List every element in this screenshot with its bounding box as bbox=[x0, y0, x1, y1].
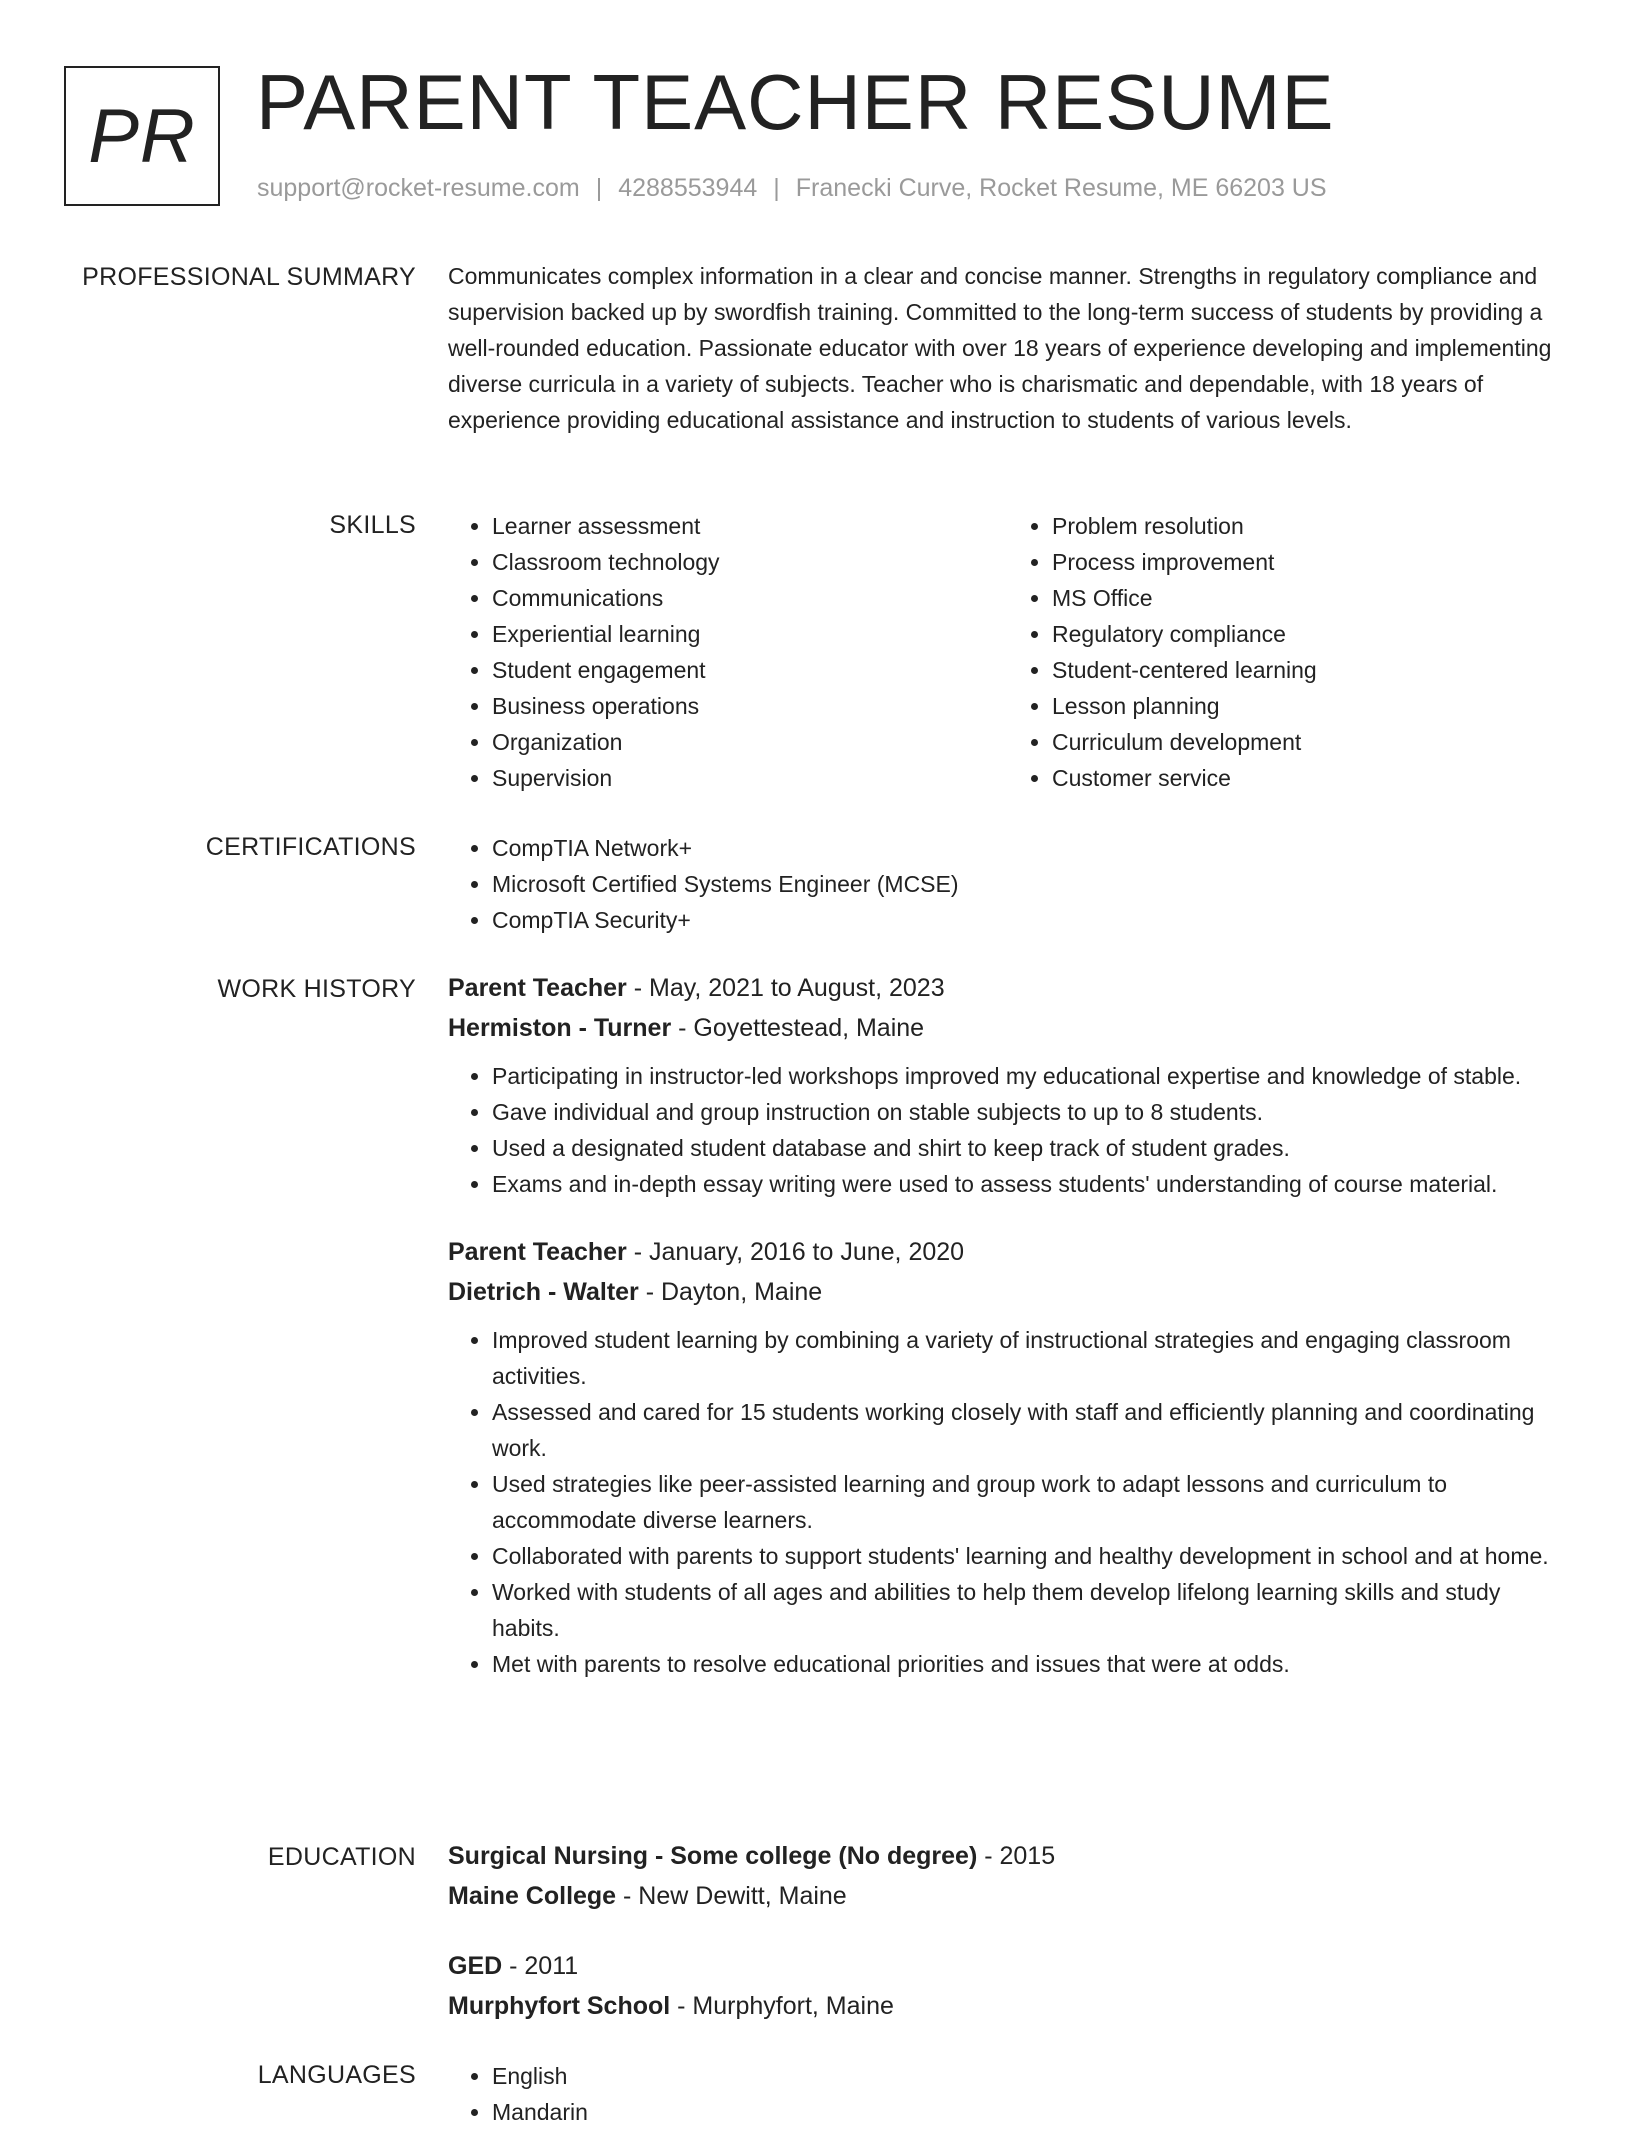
skill-item: • Customer service bbox=[1052, 760, 1568, 796]
job-company-line bbox=[448, 1008, 1568, 1048]
certifications-content bbox=[448, 830, 1568, 938]
summary-text: Communicates complex information in a clear and concise manner. Strengths in regulatory compliance and supervision backed up by swordfish training. Committed to the long-term success of students by providing a well-rounded education. Passionate educator with over 18 years of experience developing and implementing diverse curricula in a variety of subjects. Teacher who is charismatic and dependable, with 18 years of experience providing educational assistance and instruction to students of various levels. bbox=[448, 263, 1552, 433]
job-bullet: • Improved student learning by combining a variety of instructional strategies and engaging classroom activities. bbox=[492, 1322, 1568, 1394]
section-label-summary: PROFESSIONAL SUMMARY bbox=[82, 263, 416, 291]
job-dates: - May, 2021 to August, 2023 bbox=[626, 974, 945, 1002]
education-entry bbox=[448, 1946, 1568, 2026]
job-bullet: • Exams and in-depth essay writing were used to assess students' understanding of course material. bbox=[492, 1166, 1568, 1202]
education-school-line bbox=[448, 1986, 1568, 2026]
job-bullet: • Gave individual and group instruction on stable subjects to up to 8 students. bbox=[492, 1094, 1568, 1130]
job-dates: - January, 2016 to June, 2020 bbox=[626, 1238, 965, 1266]
education-degree: GED bbox=[448, 1952, 503, 1980]
languages-list bbox=[448, 2058, 1568, 2130]
job-bullet: • Worked with students of all ages and abilities to help them develop lifelong learning skills and study habits. bbox=[492, 1574, 1568, 1646]
section-label-certifications: CERTIFICATIONS bbox=[205, 833, 416, 861]
section-label-skills: SKILLS bbox=[329, 511, 416, 539]
skill-item: • Student engagement bbox=[492, 652, 1008, 688]
job-bullets bbox=[448, 1322, 1568, 1682]
skill-item: • Process improvement bbox=[1052, 544, 1568, 580]
job-location: - Dayton, Maine bbox=[638, 1278, 823, 1306]
education-year: - 2011 bbox=[502, 1952, 579, 1980]
certification-item: • Microsoft Certified Systems Engineer (MCSE) bbox=[492, 866, 1568, 902]
education-school: Maine College bbox=[448, 1882, 617, 1910]
education-degree-line bbox=[448, 1836, 1568, 1876]
skill-item: • Communications bbox=[492, 580, 1008, 616]
education-school: Murphyfort School bbox=[448, 1992, 671, 2020]
skills-list-right bbox=[1008, 508, 1568, 796]
education-entry bbox=[448, 1836, 1568, 1916]
job-bullet: • Participating in instructor-led workshops improved my educational expertise and knowledge of stable. bbox=[492, 1058, 1568, 1094]
section-label-work-history: WORK HISTORY bbox=[217, 975, 416, 1003]
skill-item: • Supervision bbox=[492, 760, 1008, 796]
education-year: - 2015 bbox=[977, 1842, 1056, 1870]
skill-item: • Organization bbox=[492, 724, 1008, 760]
job-bullet: • Met with parents to resolve educational priorities and issues that were at odds. bbox=[492, 1646, 1568, 1682]
job-title-line bbox=[448, 1232, 1568, 1272]
skill-item: • Regulatory compliance bbox=[1052, 616, 1568, 652]
education-degree-line bbox=[448, 1946, 1568, 1986]
skill-item: • Lesson planning bbox=[1052, 688, 1568, 724]
skill-item: • Experiential learning bbox=[492, 616, 1008, 652]
skill-item: • Curriculum development bbox=[1052, 724, 1568, 760]
language-item: • Mandarin bbox=[492, 2094, 1568, 2130]
contact-phone: 4288553944 bbox=[618, 174, 758, 202]
job-title: Parent Teacher bbox=[448, 1238, 627, 1266]
skill-item: • MS Office bbox=[1052, 580, 1568, 616]
skills-list-left bbox=[448, 508, 1008, 796]
resume-title: PARENT TEACHER RESUME bbox=[256, 58, 1335, 146]
skill-item: • Classroom technology bbox=[492, 544, 1008, 580]
job-title: Parent Teacher bbox=[448, 974, 627, 1002]
job-entry bbox=[448, 1232, 1568, 1682]
job-company: Dietrich - Walter bbox=[448, 1278, 639, 1306]
contact-separator: | bbox=[773, 174, 780, 202]
skills-columns bbox=[448, 508, 1568, 796]
education-content bbox=[448, 1836, 1568, 2026]
education-degree: Surgical Nursing - Some college (No degree) bbox=[448, 1842, 978, 1870]
job-bullets bbox=[448, 1058, 1568, 1202]
contact-separator: | bbox=[595, 174, 603, 202]
job-company: Hermiston - Turner bbox=[448, 1014, 672, 1042]
certification-item: • CompTIA Security+ bbox=[492, 902, 1568, 938]
section-label-education: EDUCATION bbox=[267, 1843, 416, 1871]
work-history-content bbox=[448, 968, 1568, 1682]
skill-item: • Student-centered learning bbox=[1052, 652, 1568, 688]
certification-item: • CompTIA Network+ bbox=[492, 830, 1568, 866]
contact-email: support@rocket-resume.com bbox=[257, 174, 580, 202]
skill-item: • Business operations bbox=[492, 688, 1008, 724]
languages-content bbox=[448, 2058, 1568, 2130]
job-bullet: • Assessed and cared for 15 students working closely with staff and efficiently planning and coordinating work. bbox=[492, 1394, 1568, 1466]
monogram-logo: PR bbox=[64, 66, 220, 206]
job-bullet: • Used a designated student database and shirt to keep track of student grades. bbox=[492, 1130, 1568, 1166]
job-location: - Goyettestead, Maine bbox=[671, 1014, 925, 1042]
certifications-list bbox=[448, 830, 1568, 938]
job-bullet: • Collaborated with parents to support students' learning and healthy development in school and at home. bbox=[492, 1538, 1568, 1574]
contact-line bbox=[257, 174, 1327, 203]
contact-address: Franecki Curve, Rocket Resume, ME 66203 US bbox=[795, 174, 1327, 202]
education-school-line bbox=[448, 1876, 1568, 1916]
education-location: - Murphyfort, Maine bbox=[670, 1992, 894, 2020]
job-entry bbox=[448, 968, 1568, 1202]
section-label-languages: LANGUAGES bbox=[257, 2061, 416, 2089]
job-bullet: • Used strategies like peer-assisted learning and group work to adapt lessons and curriculum to accommodate diverse learners. bbox=[492, 1466, 1568, 1538]
job-title-line bbox=[448, 968, 1568, 1008]
job-company-line bbox=[448, 1272, 1568, 1312]
education-location: - New Dewitt, Maine bbox=[616, 1882, 847, 1910]
skill-item: • Learner assessment bbox=[492, 508, 1008, 544]
skill-item: • Problem resolution bbox=[1052, 508, 1568, 544]
language-item: • English bbox=[492, 2058, 1568, 2094]
